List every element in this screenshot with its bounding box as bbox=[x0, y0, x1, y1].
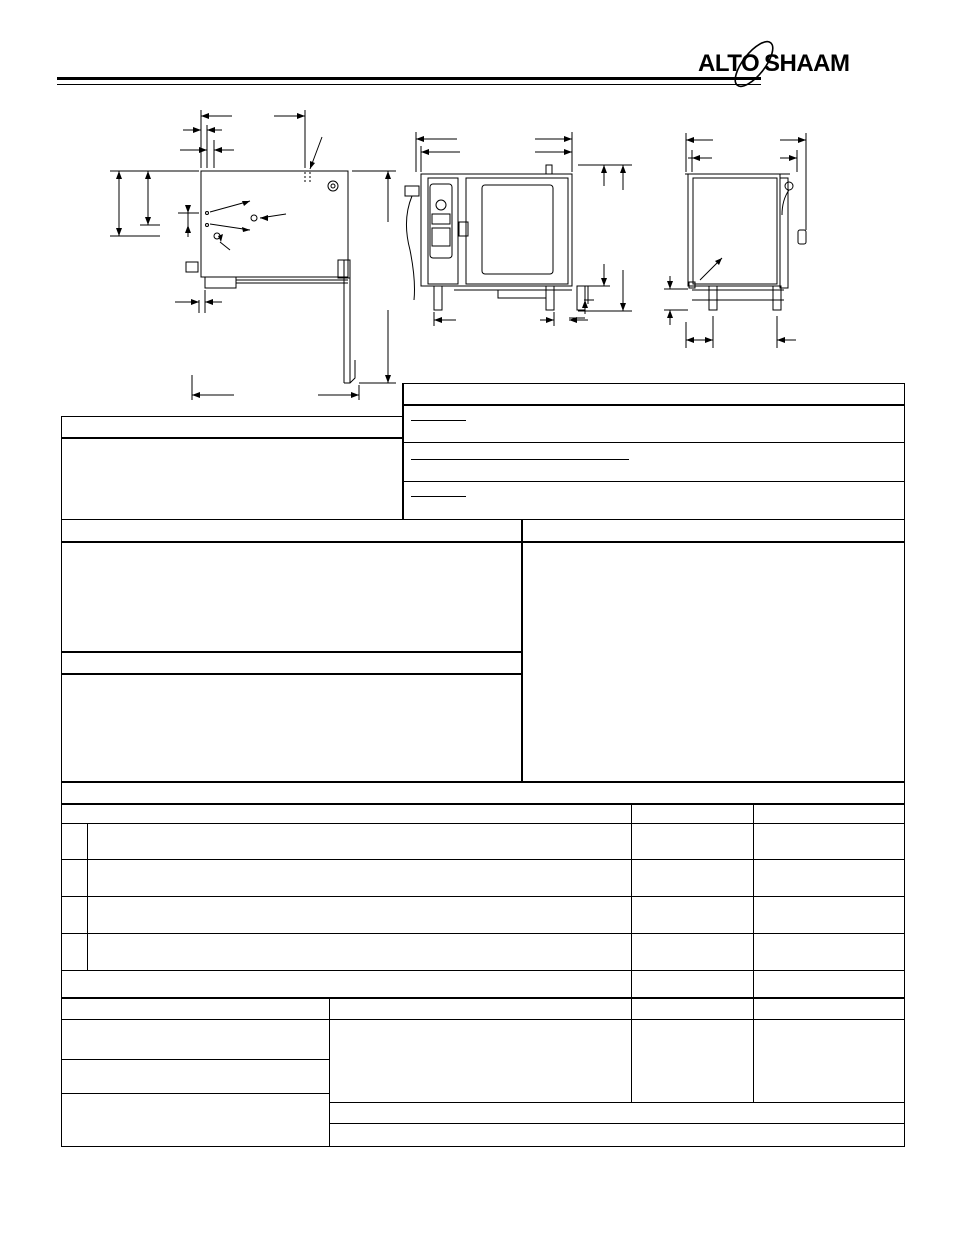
middle-left-sub-rule-2 bbox=[61, 673, 522, 675]
upper-right-underline-2 bbox=[411, 459, 629, 460]
upper-left-header-rule bbox=[61, 437, 403, 439]
lower-table-row-rule-2 bbox=[61, 859, 905, 860]
lower-right-sub-rule-2 bbox=[329, 1123, 905, 1124]
upper-right-header-rule bbox=[402, 404, 905, 406]
lower-right-sub-rule-1 bbox=[329, 1102, 905, 1103]
logo-word-shaam: SHAAM bbox=[764, 50, 850, 77]
lower-table-col-left bbox=[329, 997, 330, 1147]
lower-left-sub-rule-2 bbox=[61, 1093, 329, 1094]
lower-table-row-rule-6 bbox=[61, 997, 905, 999]
lower-table-row-rule-1 bbox=[61, 823, 905, 824]
lower-table-row-rule-4 bbox=[61, 933, 905, 934]
dimension-arrowheads bbox=[116, 113, 806, 398]
upper-left-box bbox=[61, 416, 403, 520]
upper-right-row-rule-1 bbox=[402, 442, 905, 443]
upper-right-underline-3 bbox=[411, 496, 466, 497]
dimension-drawings bbox=[0, 0, 954, 410]
lower-left-sub-rule-1 bbox=[61, 1059, 329, 1060]
logo-word-alto: ALTO bbox=[698, 50, 760, 77]
lower-table-title-rule bbox=[61, 781, 905, 783]
lower-table-index-col bbox=[87, 823, 88, 970]
side-view-drawing bbox=[664, 133, 806, 348]
top-view-drawing bbox=[110, 110, 396, 400]
lower-table-header-rule bbox=[61, 803, 905, 805]
lower-table-row-rule-5 bbox=[61, 970, 905, 971]
lower-table-row-rule-7 bbox=[61, 1019, 905, 1020]
upper-right-underline-1 bbox=[411, 420, 466, 421]
lower-table-row-rule-3 bbox=[61, 896, 905, 897]
lower-table-col-b bbox=[753, 803, 754, 1103]
middle-header-rule bbox=[61, 541, 905, 543]
middle-left-sub-rule-1 bbox=[61, 651, 522, 653]
upper-right-row-rule-2 bbox=[402, 481, 905, 482]
front-view-drawing bbox=[405, 132, 632, 326]
lower-table-col-a bbox=[631, 803, 632, 1103]
